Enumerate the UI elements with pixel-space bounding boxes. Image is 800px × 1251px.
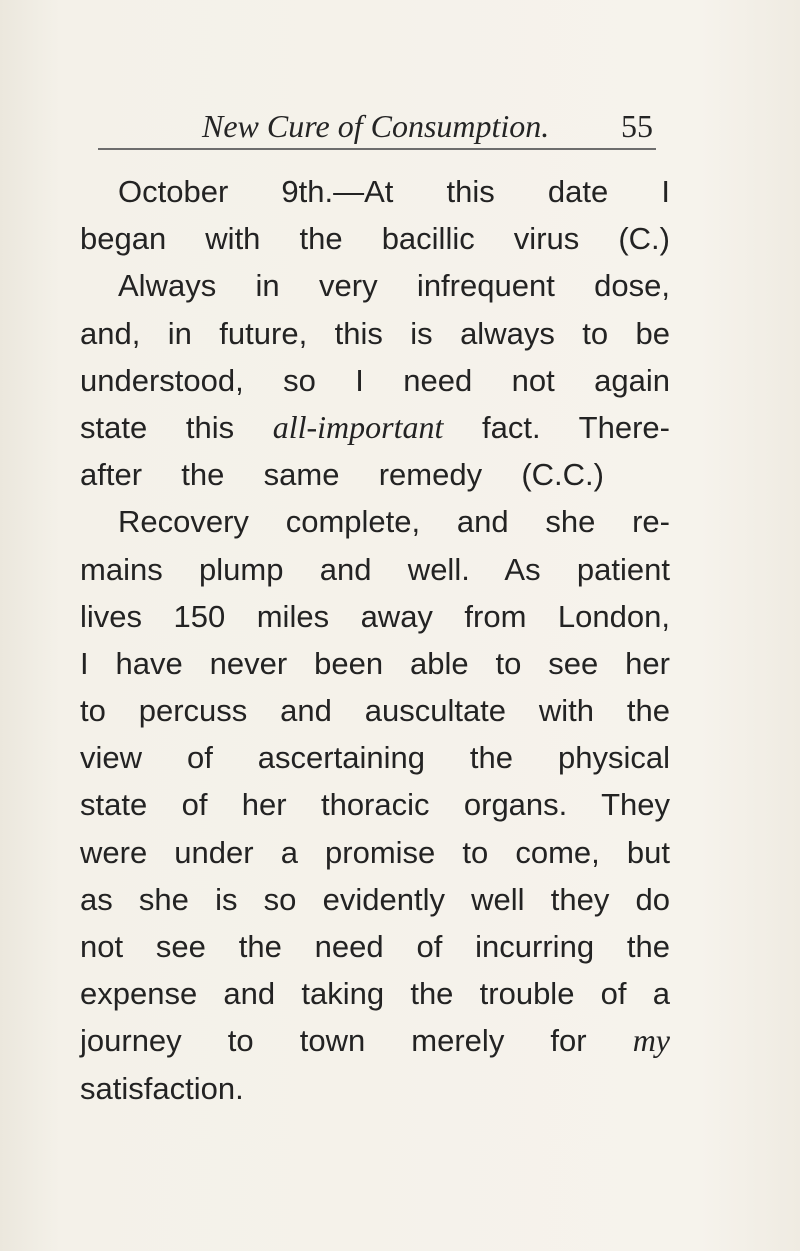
- text-line: October 9th.—At this date I: [118, 174, 670, 209]
- text-segment: fact. There-: [443, 409, 670, 445]
- italic-emphasis: all-important: [272, 408, 444, 445]
- text-line: lives 150 miles away from London,: [80, 598, 670, 634]
- text-line: Recovery complete, and she re-: [118, 504, 670, 540]
- text-line: view of ascertaining the physical: [80, 740, 670, 776]
- text-line: I have never been able to see her: [80, 645, 670, 681]
- text-segment: journey to town merely for: [80, 1023, 633, 1059]
- text-line: expense and taking the trouble of a: [80, 976, 670, 1012]
- text-line: as she is so evidently well they do: [80, 881, 670, 917]
- text-line: began with the bacillic virus (C.): [80, 221, 670, 257]
- text-line: after the same remedy (C.C.): [80, 457, 604, 493]
- text-line: understood, so I need not again: [80, 362, 670, 398]
- text-line: to percuss and auscultate with the: [80, 693, 670, 729]
- text-line: Always in very infrequent dose,: [118, 268, 670, 304]
- italic-emphasis: my: [632, 1022, 670, 1059]
- body-text: [80, 168, 670, 1112]
- text-line: satisfaction.: [80, 1070, 244, 1106]
- text-line: and, in future, this is always to be: [80, 315, 670, 351]
- text-segment: state this: [80, 409, 273, 445]
- text-line: [80, 404, 670, 451]
- text-line: mains plump and well. As patient: [80, 551, 670, 587]
- header-rule: [98, 148, 656, 150]
- page-number: 55: [621, 108, 653, 144]
- page-header: [98, 92, 656, 150]
- text-line: state of her thoracic organs. They: [80, 787, 670, 823]
- running-title: New Cure of Consumption.: [202, 108, 550, 144]
- text-line: [80, 1017, 670, 1064]
- text-line: were under a promise to come, but: [80, 834, 670, 870]
- text-line: not see the need of incurring the: [80, 929, 670, 964]
